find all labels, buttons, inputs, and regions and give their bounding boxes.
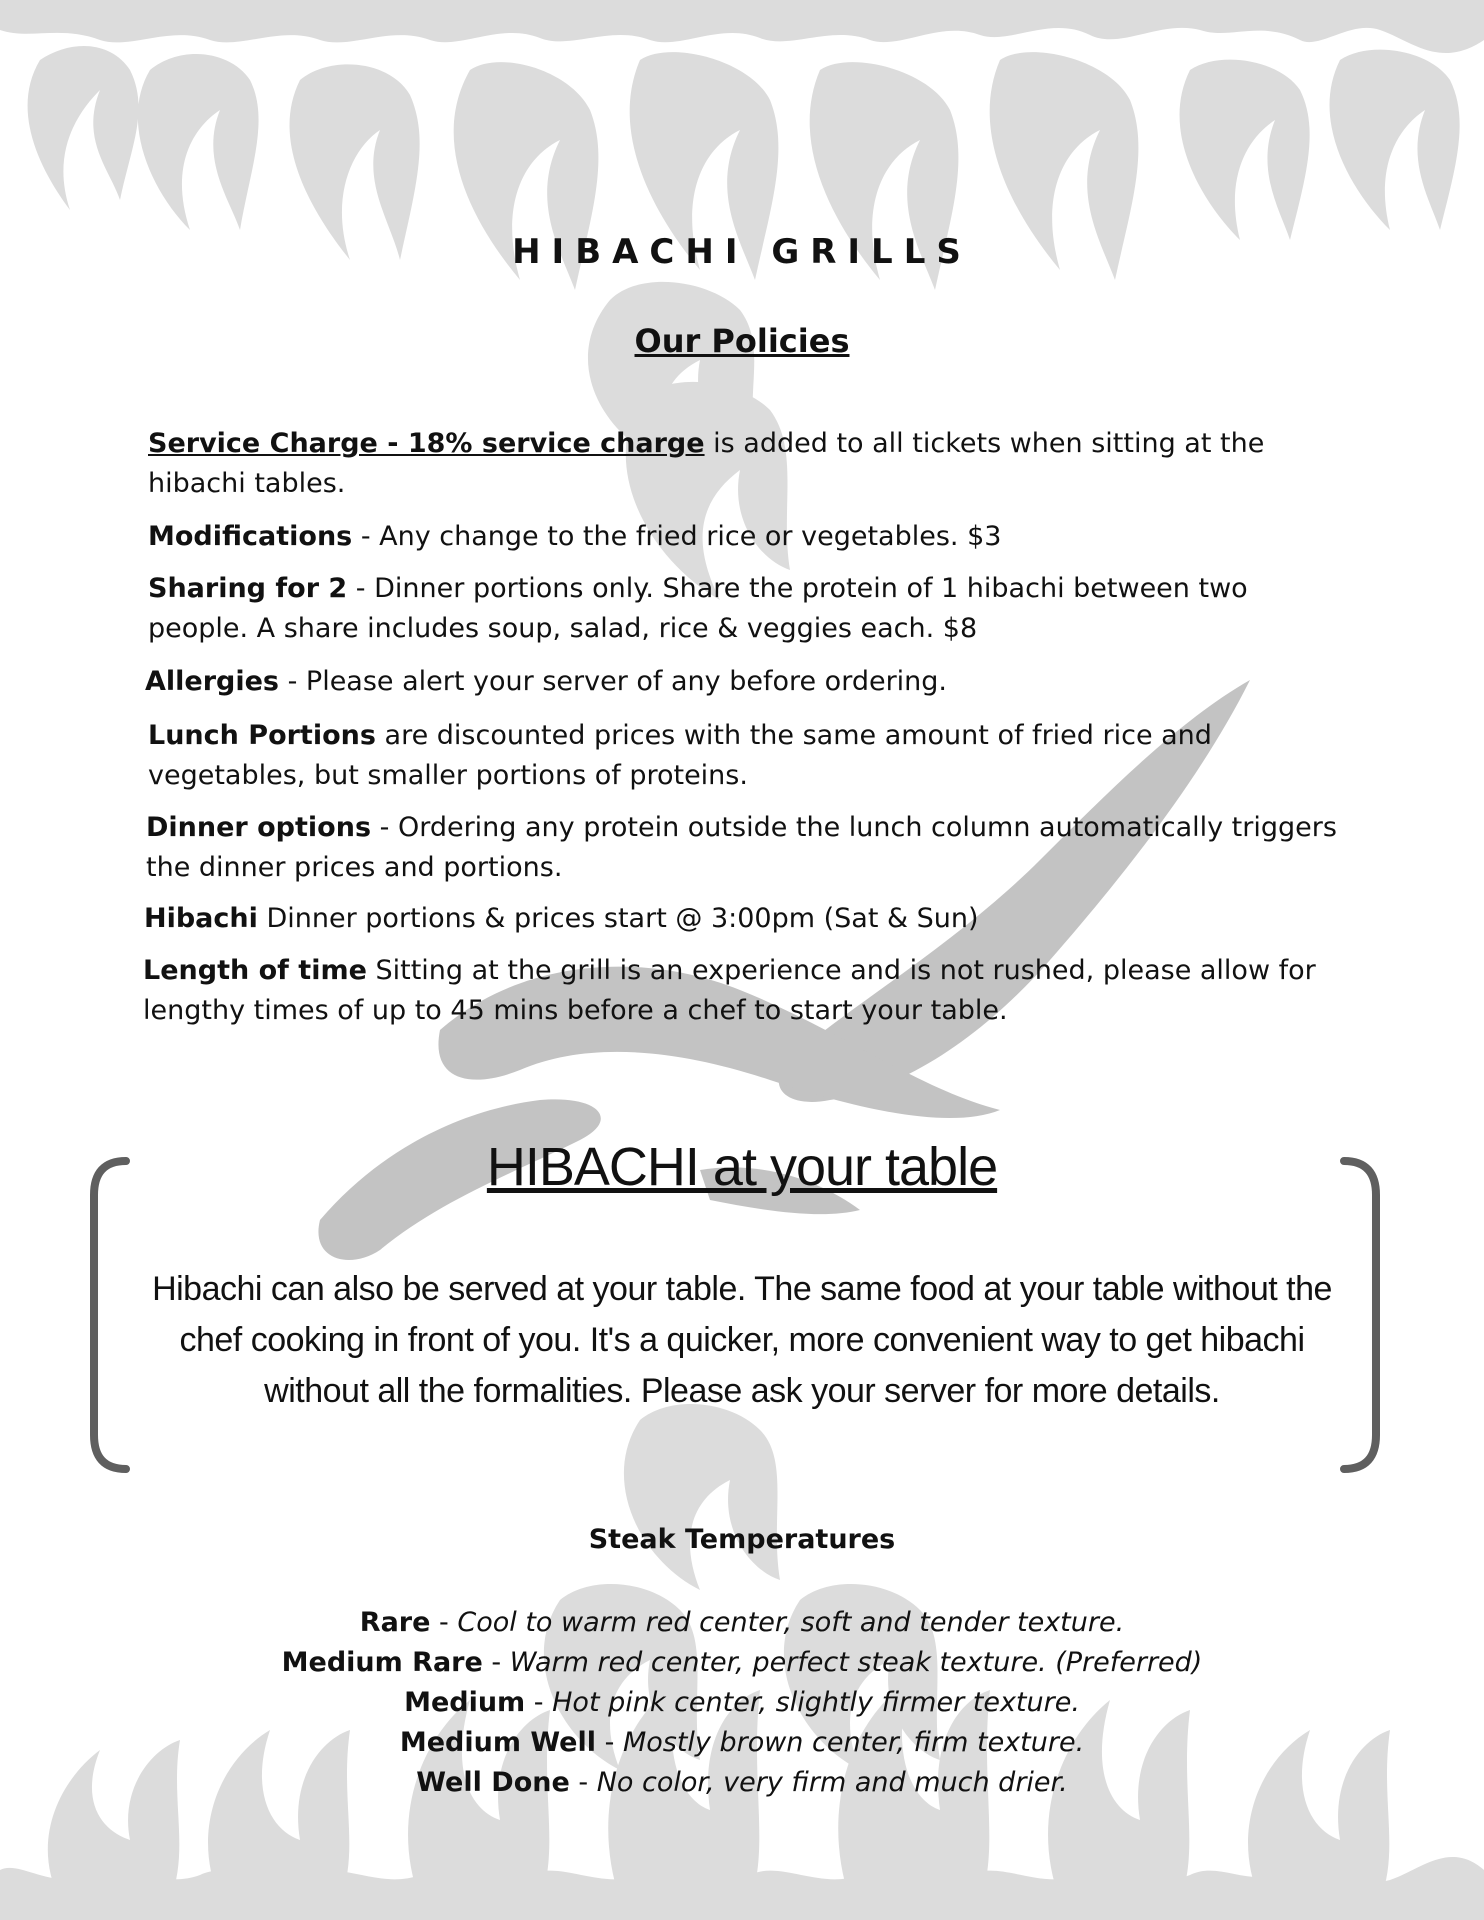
- steak-item-rare: Rare - Cool to warm red center, soft and tender texture.: [359, 1607, 1125, 1638]
- policy-lunch-portions: [148, 716, 1348, 796]
- left-bracket: [84, 1155, 134, 1475]
- policy-text: - Ordering any protein outside the lunch column automatically triggers the dinner prices and portions.: [146, 812, 1337, 883]
- policy-sharing: [148, 569, 1298, 649]
- table-service-title: HIBACHI at your table: [486, 1137, 998, 1197]
- steak-item-medium: Medium - Hot pink center, slightly firmer texture.: [404, 1687, 1080, 1718]
- steak-item-medium-well: Medium Well - Mostly brown center, firm texture.: [399, 1727, 1085, 1758]
- restaurant-name: HIBACHI GRILLS: [512, 232, 972, 272]
- policy-label: Dinner options: [146, 812, 372, 843]
- steak-name: Medium: [404, 1687, 526, 1718]
- steak-name: Medium Well: [399, 1727, 597, 1758]
- policy-modifications: [148, 517, 1348, 557]
- policy-allergies: [145, 662, 1345, 702]
- policy-text: - Please alert your server of any before ordering.: [279, 666, 948, 697]
- steak-name: Medium Rare: [281, 1647, 483, 1678]
- policy-text: are discounted prices with the same amount of fried rice and vegetables, but smaller portions of proteins.: [148, 720, 1212, 791]
- steak-desc: No color, very firm and much drier.: [596, 1767, 1068, 1798]
- steak-item-well-done: Well Done - No color, very firm and much drier.: [416, 1767, 1068, 1798]
- policy-hibachi-hours: [144, 899, 1344, 939]
- steak-temperatures-heading: Steak Temperatures: [588, 1524, 896, 1555]
- steak-name: Rare: [359, 1607, 431, 1638]
- policies-heading: Our Policies: [634, 322, 850, 360]
- policy-text: - Any change to the fried rice or vegetables. $3: [352, 521, 1002, 552]
- steak-desc: Hot pink center, slightly firmer texture.: [552, 1687, 1080, 1718]
- steak-name: Well Done: [416, 1767, 570, 1798]
- policy-dinner-options: [146, 808, 1346, 888]
- policy-text: Dinner portions & prices start @ 3:00pm (Sat & Sun): [257, 903, 979, 934]
- policy-label: Modifications: [148, 521, 353, 552]
- policy-label: Hibachi: [144, 903, 258, 934]
- steak-desc: Mostly brown center, firm texture.: [622, 1727, 1085, 1758]
- steak-desc: Warm red center, perfect steak texture. (Preferred): [509, 1647, 1203, 1678]
- policy-label: Service Charge - 18% service charge: [148, 428, 705, 459]
- policy-length-of-time: [143, 951, 1333, 1031]
- steak-desc: Cool to warm red center, soft and tender texture.: [457, 1607, 1125, 1638]
- policy-service-charge: [148, 424, 1348, 504]
- policy-label: Allergies: [145, 666, 279, 697]
- policy-label: Sharing for 2: [148, 573, 348, 604]
- right-bracket: [1336, 1155, 1386, 1475]
- steak-item-medium-rare: Medium Rare - Warm red center, perfect steak texture. (Preferred): [281, 1647, 1203, 1678]
- policy-text: Sitting at the grill is an experience and is not rushed, please allow for lengthy times of up to 45 mins before a chef to start your table.: [143, 955, 1316, 1026]
- policy-label: Length of time: [143, 955, 367, 986]
- policy-text: is added to all tickets when sitting at the hibachi tables.: [148, 428, 1265, 499]
- policy-text: - Dinner portions only. Share the protein of 1 hibachi between two people. A share includes soup, salad, rice & veggies each. $8: [148, 573, 1248, 644]
- policy-label: Lunch Portions: [148, 720, 376, 751]
- table-service-description: Hibachi can also be served at your table. The same food at your table without the chef cooking in front of you. It's a quicker, more convenient way to get hibachi without all the formalities. Please ask your server for more details.: [152, 1270, 1332, 1410]
